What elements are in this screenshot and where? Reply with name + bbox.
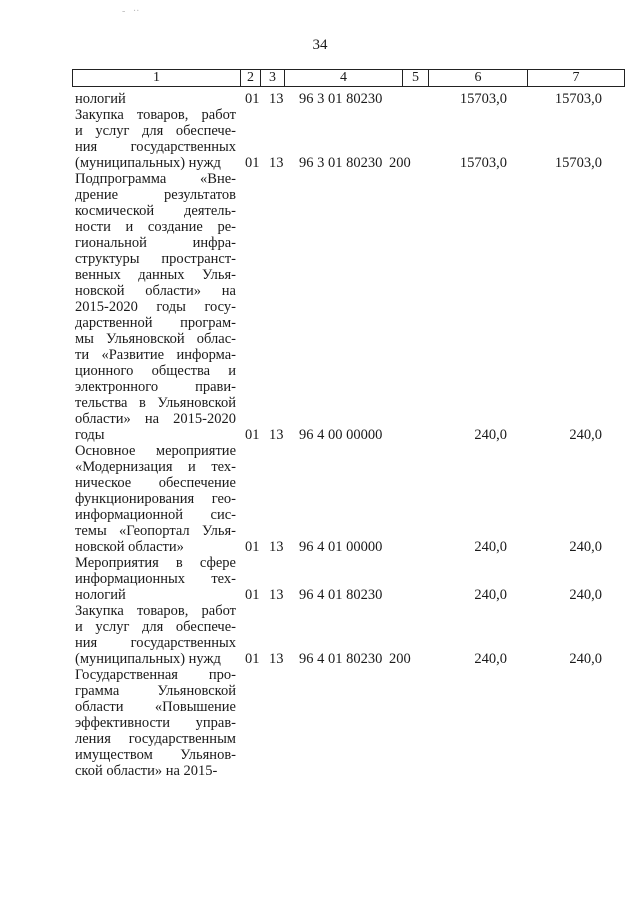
row-amount-col6: 240,0 xyxy=(474,651,507,667)
row-type: 200 xyxy=(389,155,411,171)
scan-mark: - ·· xyxy=(122,6,140,17)
row-name-line: дарственной програм- xyxy=(75,315,236,331)
row-name-line: новской области» xyxy=(75,539,184,555)
row-name-line: ния государственных xyxy=(75,139,236,155)
row-name-line: годы xyxy=(75,427,105,443)
row-subsection: 13 xyxy=(269,155,284,171)
header-col-3: 3 xyxy=(261,70,285,87)
table-row xyxy=(0,91,640,107)
row-name xyxy=(75,555,236,603)
row-type: 200 xyxy=(389,651,411,667)
row-name-line: функционирования гео- xyxy=(75,491,236,507)
header-col-4: 4 xyxy=(285,70,403,87)
row-codes xyxy=(245,427,419,443)
row-name-line: мы Ульяновской облас- xyxy=(75,331,236,347)
row-codes xyxy=(245,651,419,667)
row-subsection: 13 xyxy=(269,91,284,107)
row-name-line: области «Повышение xyxy=(75,699,236,715)
row-name-line: дрение результатов xyxy=(75,187,236,203)
row-name-line: Государственная про- xyxy=(75,667,236,683)
row-name-line: области» на 2015-2020 xyxy=(75,411,236,427)
row-codes xyxy=(245,91,419,107)
row-name-line: Закупка товаров, работ xyxy=(75,603,236,619)
row-target: 96 4 01 80230 xyxy=(299,651,383,667)
row-name-line: электронного прави- xyxy=(75,379,236,395)
row-section: 01 xyxy=(245,155,260,171)
row-name-line: «Модернизация и тех- xyxy=(75,459,236,475)
table-header xyxy=(72,69,625,87)
row-amount-col7: 15703,0 xyxy=(554,91,602,107)
row-amount-col6: 240,0 xyxy=(474,427,507,443)
row-name-line: новской области» на xyxy=(75,283,236,299)
table-row xyxy=(0,667,640,779)
row-amount-col7: 240,0 xyxy=(569,427,602,443)
row-subsection: 13 xyxy=(269,651,284,667)
row-name-line: ническое обеспечение xyxy=(75,475,236,491)
header-col-7: 7 xyxy=(528,70,625,87)
row-name-line: информационных тех- xyxy=(75,571,236,587)
row-name xyxy=(75,107,236,171)
row-subsection: 13 xyxy=(269,427,284,443)
row-name-line: космической деятель- xyxy=(75,203,236,219)
row-codes xyxy=(245,587,419,603)
row-target: 96 3 01 80230 xyxy=(299,91,383,107)
row-name xyxy=(75,171,236,443)
row-name xyxy=(75,667,236,779)
row-target: 96 4 00 00000 xyxy=(299,427,383,443)
header-col-5: 5 xyxy=(403,70,429,87)
row-amount-col7: 240,0 xyxy=(569,651,602,667)
row-name-line: ления государственным xyxy=(75,731,236,747)
row-name-line: Закупка товаров, работ xyxy=(75,107,236,123)
row-codes xyxy=(245,539,419,555)
row-name-line: имуществом Ульянов- xyxy=(75,747,236,763)
row-name-line: нологий xyxy=(75,587,126,603)
row-codes xyxy=(245,763,419,779)
table-row xyxy=(0,107,640,171)
row-name-line: ти «Развитие информа- xyxy=(75,347,236,363)
row-amount-col6: 15703,0 xyxy=(459,91,507,107)
row-name-line: нологий xyxy=(75,91,126,107)
table-row xyxy=(0,171,640,443)
row-name-line: тельства в Ульяновской xyxy=(75,395,236,411)
header-col-6: 6 xyxy=(429,70,528,87)
row-subsection: 13 xyxy=(269,587,284,603)
header-col-2: 2 xyxy=(241,70,261,87)
row-amount-col7: 15703,0 xyxy=(554,155,602,171)
header-col-1: 1 xyxy=(73,70,241,87)
row-amount-col7: 240,0 xyxy=(569,539,602,555)
row-name-line: грамма Ульяновской xyxy=(75,683,236,699)
row-name-line: Подпрограмма «Вне- xyxy=(75,171,236,187)
row-codes xyxy=(245,155,419,171)
row-name-line: эффективности управ- xyxy=(75,715,236,731)
row-section: 01 xyxy=(245,539,260,555)
row-amount-col6: 15703,0 xyxy=(459,155,507,171)
row-name xyxy=(75,603,236,667)
row-name-line: (муниципальных) нужд xyxy=(75,155,221,171)
row-name-line: 2015-2020 годы госу- xyxy=(75,299,236,315)
row-name-line: информационной сис- xyxy=(75,507,236,523)
row-name-line: структуры пространст- xyxy=(75,251,236,267)
row-subsection: 13 xyxy=(269,539,284,555)
row-amount-col6: 240,0 xyxy=(474,587,507,603)
row-section: 01 xyxy=(245,91,260,107)
row-amount-col7: 240,0 xyxy=(569,587,602,603)
row-name-line: венных данных Улья- xyxy=(75,267,236,283)
table-row xyxy=(0,443,640,555)
row-name-line: ния государственных xyxy=(75,635,236,651)
row-name-line: ской области» на 2015- xyxy=(75,763,218,779)
table-row xyxy=(0,603,640,667)
row-name-line: и услуг для обеспече- xyxy=(75,619,236,635)
row-amount-col6: 240,0 xyxy=(474,539,507,555)
row-name xyxy=(75,443,236,555)
table-row xyxy=(0,555,640,603)
row-target: 96 3 01 80230 xyxy=(299,155,383,171)
row-name-line: (муниципальных) нужд xyxy=(75,651,221,667)
row-section: 01 xyxy=(245,587,260,603)
row-target: 96 4 01 00000 xyxy=(299,539,383,555)
row-name xyxy=(75,91,236,107)
row-name-line: и услуг для обеспече- xyxy=(75,123,236,139)
row-name-line: ности и создание ре- xyxy=(75,219,236,235)
page-number: 34 xyxy=(312,37,328,53)
row-name-line: гиональной инфра- xyxy=(75,235,236,251)
row-name-line: темы «Геопортал Улья- xyxy=(75,523,236,539)
row-name-line: ционного общества и xyxy=(75,363,236,379)
row-section: 01 xyxy=(245,651,260,667)
row-section: 01 xyxy=(245,427,260,443)
row-name-line: Мероприятия в сфере xyxy=(75,555,236,571)
row-target: 96 4 01 80230 xyxy=(299,587,383,603)
row-name-line: Основное мероприятие xyxy=(75,443,236,459)
